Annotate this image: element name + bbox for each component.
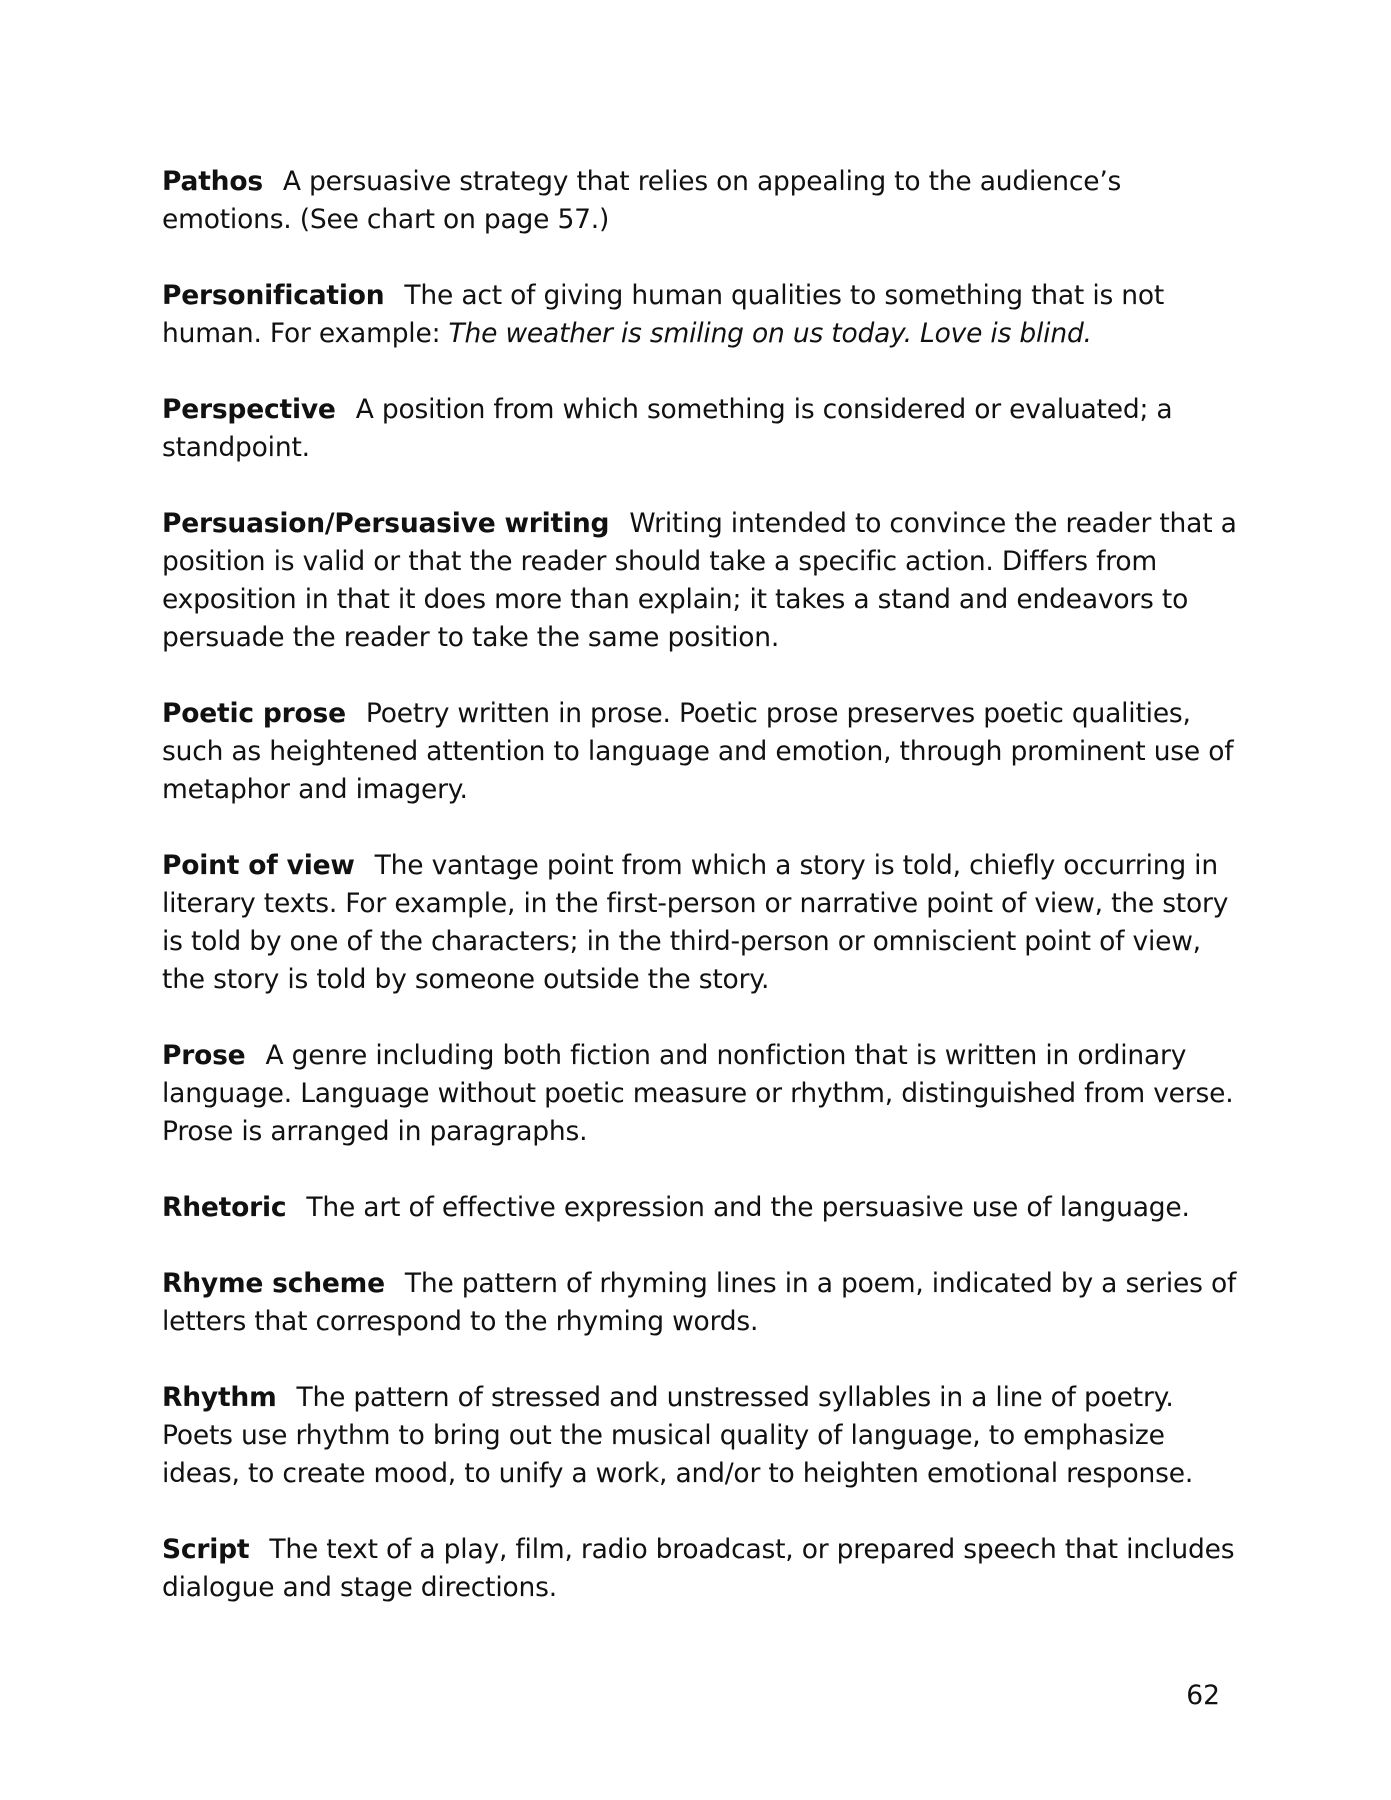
definition: Poetry written in prose. Poetic prose preserves poetic qualities, such as heightened attention to language and emotion, through prominent use of metaphor and imagery.: [162, 698, 1234, 805]
term: Personification: [162, 280, 385, 311]
definition: A genre including both fiction and nonfiction that is written in ordinary language. Language without poetic measure or rhythm, distinguished from verse. Prose is arranged in paragraphs.: [162, 1040, 1234, 1147]
term: Poetic prose: [162, 698, 346, 729]
term: Persuasion/Persuasive writing: [162, 508, 610, 539]
glossary-page: [162, 163, 1242, 1645]
definition: A position from which something is considered or evaluated; a standpoint.: [162, 394, 1173, 463]
glossary-entry-rhyme-scheme: [162, 1265, 1242, 1341]
glossary-entry-persuasion: [162, 505, 1242, 657]
glossary-entry-prose: [162, 1037, 1242, 1151]
term: Point of view: [162, 850, 355, 881]
glossary-entry-poetic-prose: [162, 695, 1242, 809]
glossary-entry-pathos: [162, 163, 1242, 239]
definition: The act of giving human qualities to something that is not human. For example:: [162, 280, 1165, 349]
definition: The pattern of rhyming lines in a poem, indicated by a series of letters that correspond to the rhyming words.: [162, 1268, 1237, 1337]
example-text: The weather is smiling on us today. Love is blind.: [448, 318, 1092, 349]
glossary-entry-script: [162, 1531, 1242, 1607]
glossary-entry-personification: [162, 277, 1242, 353]
term: Script: [162, 1534, 250, 1565]
term: Rhythm: [162, 1382, 277, 1413]
term: Prose: [162, 1040, 246, 1071]
glossary-entry-rhetoric: [162, 1189, 1242, 1227]
glossary-entry-perspective: [162, 391, 1242, 467]
definition: A persuasive strategy that relies on appealing to the audience’s emotions. (See chart on page 57.): [162, 166, 1122, 235]
page-number: 62: [1186, 1680, 1220, 1711]
term: Perspective: [162, 394, 336, 425]
definition: The pattern of stressed and unstressed syllables in a line of poetry. Poets use rhythm to bring out the musical quality of language, to emphasize ideas, to create mood, to unify a work, and/or to heighten emotional response.: [162, 1382, 1194, 1489]
term: Rhyme scheme: [162, 1268, 385, 1299]
definition: The text of a play, film, radio broadcast, or prepared speech that includes dialogue and stage directions.: [162, 1534, 1235, 1603]
definition: The vantage point from which a story is told, chiefly occurring in literary texts. For example, in the first-person or narrative point of view, the story is told by one of the characters; in the third-person or omniscient point of view, the story is told by someone outside the story.: [162, 850, 1229, 995]
term: Rhetoric: [162, 1192, 287, 1223]
definition: Writing intended to convince the reader that a position is valid or that the reader should take a specific action. Differs from exposition in that it does more than explain; it takes a stand and endeavors to persuade the reader to take the same position.: [162, 508, 1237, 653]
glossary-entry-point-of-view: [162, 847, 1242, 999]
definition: The art of effective expression and the persuasive use of language.: [306, 1192, 1190, 1223]
term: Pathos: [162, 166, 263, 197]
glossary-entry-rhythm: [162, 1379, 1242, 1493]
